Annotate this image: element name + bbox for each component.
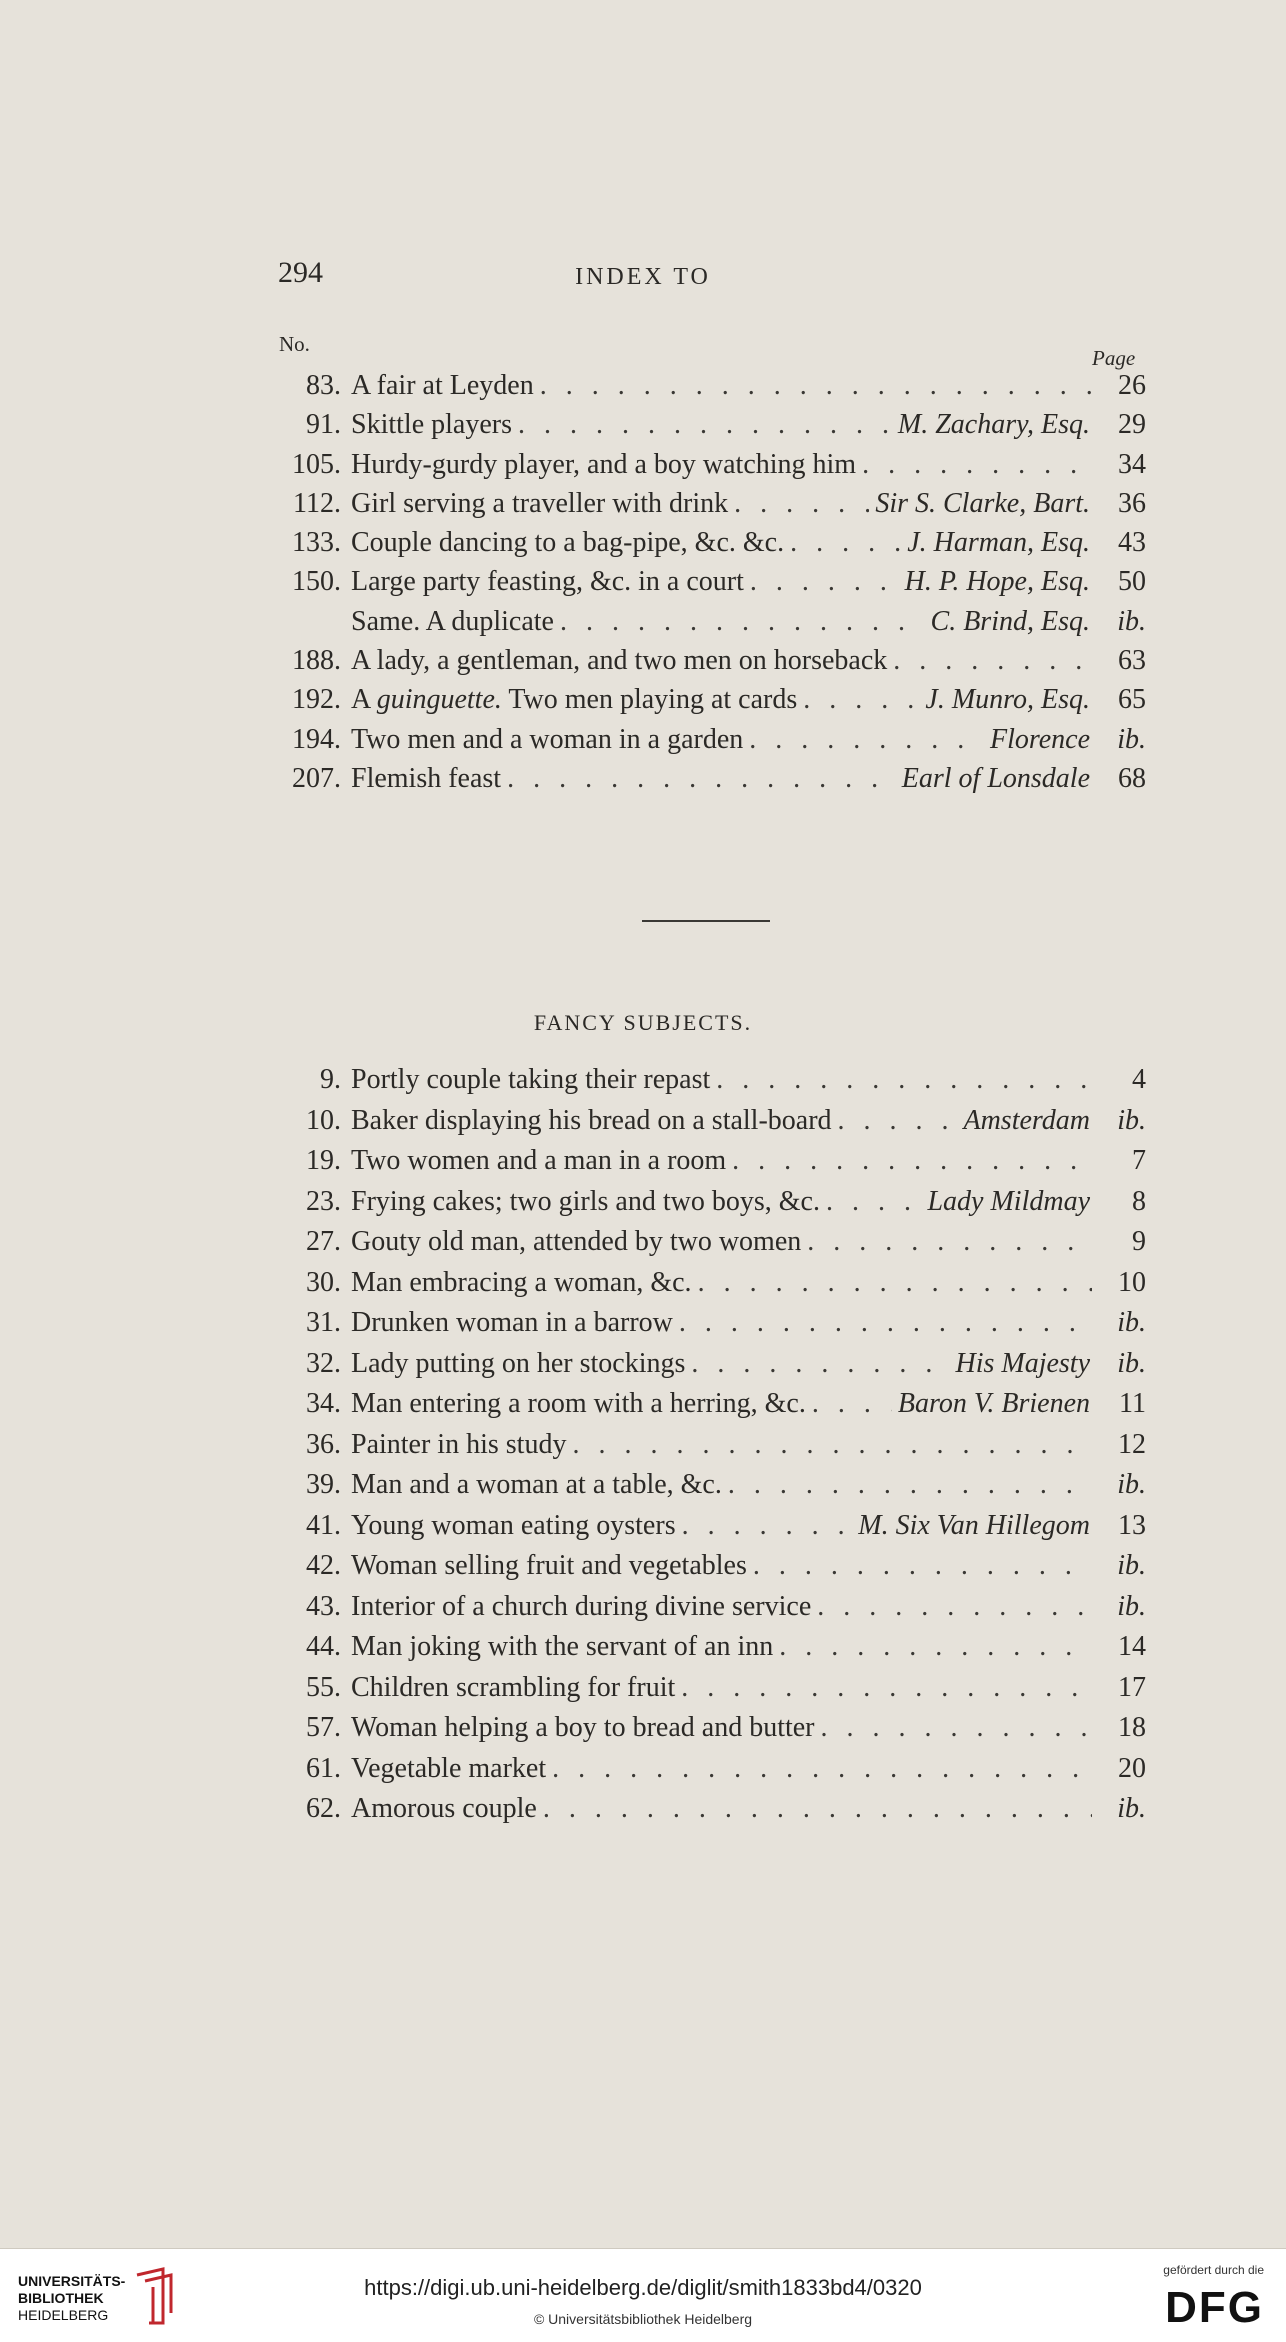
leader-dots (560, 602, 925, 641)
leader-dots (681, 1668, 1092, 1709)
entry-title: A fair at Leyden (351, 370, 534, 401)
entry-number: 207. (292, 762, 341, 794)
entry-number: 27. (306, 1226, 341, 1257)
entry-title: Two women and a man in a room (351, 1145, 727, 1176)
entry-page: ib. (1117, 1104, 1146, 1136)
entry-title-prefix: A (351, 684, 377, 716)
entry-title: Man entering a room with a herring, &c. (351, 1388, 806, 1419)
leader-dots (753, 1546, 1092, 1587)
entry-title: Two men and a woman in a garden (351, 723, 744, 755)
entry-owner: M. Six Van Hillegom (858, 1509, 1090, 1541)
entry-page: 34 (1118, 448, 1146, 480)
entry-title: Woman selling fruit and vegetables (351, 1550, 747, 1581)
entry-page: ib. (1117, 1793, 1146, 1824)
entry-page: 17 (1118, 1671, 1146, 1703)
leader-dots (750, 562, 899, 601)
entry-number: 23. (306, 1185, 341, 1217)
leader-dots (518, 405, 892, 444)
leader-dots (716, 1060, 1092, 1101)
leader-dots (779, 1627, 1092, 1668)
index-entry (276, 1222, 1146, 1263)
entry-page: 50 (1118, 566, 1146, 598)
entry-number: 10. (306, 1104, 341, 1136)
index-entry (276, 562, 1146, 601)
entry-number: 30. (306, 1266, 341, 1298)
entry-title: Flemish feast (351, 762, 502, 794)
index-entry (276, 405, 1146, 444)
footer-bar (0, 2248, 1286, 2342)
index-entry (276, 641, 1146, 680)
index-entry (276, 1060, 1146, 1101)
entry-page: 7 (1132, 1145, 1146, 1176)
entry-number: 19. (306, 1145, 341, 1176)
entry-page: 63 (1118, 645, 1146, 677)
entry-page: 13 (1118, 1509, 1146, 1541)
leader-dots (807, 1222, 1092, 1263)
entry-owner: Baron V. Brienen (897, 1388, 1090, 1419)
entry-page: 36 (1118, 487, 1146, 519)
index-entry (276, 1425, 1146, 1466)
entry-title: Gouty old man, attended by two women (351, 1226, 802, 1257)
index-entry (276, 1141, 1146, 1182)
index-entry (276, 1789, 1146, 1830)
leader-dots (734, 484, 869, 523)
running-title: INDEX TO (575, 264, 711, 290)
entry-page: 68 (1118, 762, 1146, 794)
entry-title: A lady, a gentleman, and two men on horseback (351, 645, 888, 677)
page-header (0, 256, 1286, 296)
index-entry (276, 680, 1146, 719)
index-entry (276, 1627, 1146, 1668)
entry-page: ib. (1117, 1307, 1146, 1338)
entry-owner: His Majesty (955, 1347, 1090, 1379)
index-entry (276, 523, 1146, 562)
entry-number: 32. (306, 1347, 341, 1379)
leader-dots (749, 720, 984, 759)
leader-dots (817, 1587, 1092, 1628)
entry-number: 188. (292, 645, 341, 677)
entry-owner: Amsterdam (963, 1104, 1090, 1136)
leader-dots (893, 641, 1092, 680)
entry-page: 12 (1118, 1428, 1146, 1460)
entry-title: Large party feasting, &c. in a court (351, 566, 744, 598)
entry-page: 18 (1118, 1712, 1146, 1743)
column-header-page: Page (1092, 346, 1136, 370)
leader-dots (540, 366, 1092, 405)
leader-dots (691, 1344, 949, 1385)
entry-title: Couple dancing to a bag-pipe, &c. &c. (351, 527, 785, 559)
entry-owner: Lady Mildmay (927, 1185, 1090, 1217)
entry-title: Painter in his study (351, 1428, 567, 1460)
entry-number: 192. (292, 684, 341, 716)
entry-number: 62. (306, 1793, 341, 1824)
index-entry (276, 366, 1146, 405)
logo-line-1: UNIVERSITÄTS- (18, 2273, 126, 2289)
entry-number: 133. (292, 527, 341, 559)
entry-number: 9. (320, 1064, 341, 1095)
entry-number: 41. (306, 1509, 341, 1541)
index-entry (276, 1384, 1146, 1425)
index-entry (276, 1708, 1146, 1749)
entry-page: 65 (1118, 684, 1146, 716)
entry-number: 112. (293, 487, 341, 519)
entry-title: Woman helping a boy to bread and butter (351, 1712, 815, 1743)
logo-line-3: HEIDELBERG (18, 2307, 109, 2323)
entry-title: Skittle players (351, 409, 512, 441)
entry-page: ib. (1117, 723, 1146, 755)
entry-title: Same. A duplicate (351, 605, 554, 637)
entry-number: 57. (306, 1712, 341, 1743)
entry-owner: Sir S. Clarke, Bart. (875, 487, 1090, 519)
logo-line-2: BIBLIOTHEK (18, 2290, 104, 2306)
entry-number: 36. (306, 1428, 341, 1460)
index-entry (276, 1749, 1146, 1790)
leader-dots (790, 523, 901, 562)
entry-title: Frying cakes; two girls and two boys, &c. (351, 1185, 820, 1217)
entry-title: Drunken woman in a barrow (351, 1307, 673, 1338)
entry-title: Man embracing a woman, &c. (351, 1266, 692, 1298)
entry-title: Man and a woman at a table, &c. (351, 1469, 722, 1500)
leader-dots (679, 1303, 1092, 1344)
entry-number: 34. (306, 1388, 341, 1419)
entry-page: 14 (1118, 1631, 1146, 1662)
index-entry (276, 720, 1146, 759)
index-entry (276, 1344, 1146, 1385)
leader-dots (698, 1263, 1092, 1304)
entry-owner: Earl of Lonsdale (901, 762, 1090, 794)
entry-title: Lady putting on her stockings (351, 1347, 686, 1379)
entry-page: ib. (1117, 605, 1146, 637)
entry-page: 9 (1132, 1226, 1146, 1257)
leader-dots (728, 1465, 1092, 1506)
leader-dots (543, 1789, 1092, 1830)
entry-title: Man joking with the servant of an inn (351, 1631, 774, 1662)
index-entry (276, 1668, 1146, 1709)
index-entry (276, 1546, 1146, 1587)
entry-title: Portly couple taking their repast (351, 1064, 711, 1095)
entry-owner: C. Brind, Esq. (930, 605, 1090, 637)
entry-page: ib. (1117, 1347, 1146, 1379)
entry-owner: J. Munro, Esq. (925, 684, 1090, 716)
entry-owner: Florence (989, 723, 1090, 755)
index-entry (276, 759, 1146, 798)
entry-number: 55. (306, 1671, 341, 1703)
entry-number: 61. (306, 1752, 341, 1784)
entry-title: Baker displaying his bread on a stall-board (351, 1104, 832, 1136)
entry-owner: H. P. Hope, Esq. (904, 566, 1090, 598)
entry-page: 4 (1132, 1064, 1146, 1095)
entry-title: Interior of a church during divine service (351, 1590, 812, 1622)
entry-page: ib. (1117, 1550, 1146, 1581)
entry-number: 150. (292, 566, 341, 598)
entry-owner: M. Zachary, Esq. (897, 409, 1090, 441)
column-header-no: No. (279, 332, 310, 356)
entry-title: Children scrambling for fruit (351, 1671, 676, 1703)
index-entry (276, 1263, 1146, 1304)
entry-number: 39. (306, 1469, 341, 1500)
entry-title: Hurdy-gurdy player, and a boy watching him (351, 448, 857, 480)
leader-dots (507, 759, 896, 798)
index-entry (276, 602, 1146, 641)
entry-title-suffix: Two men playing at cards (501, 684, 798, 716)
entry-number: 194. (292, 723, 341, 755)
funding-label: gefördert durch die (1163, 2263, 1264, 2277)
copyright-text: © Universitätsbibliothek Heidelberg (533, 2311, 753, 2327)
leader-dots (732, 1141, 1092, 1182)
leader-dots (803, 680, 919, 719)
entry-title-italic: guinguette. (376, 684, 502, 716)
entry-number: 43. (306, 1590, 341, 1622)
index-list-section-1 (276, 366, 1146, 798)
section-divider (642, 920, 770, 922)
entry-page: 11 (1119, 1388, 1146, 1419)
entry-number: 83. (306, 370, 341, 401)
entry-number: 42. (306, 1550, 341, 1581)
entry-title (351, 680, 797, 719)
index-entry (276, 1465, 1146, 1506)
entry-page: ib. (1117, 1590, 1146, 1622)
entry-owner: J. Harman, Esq. (907, 527, 1090, 559)
document-url-link[interactable]: https://digi.ub.uni-heidelberg.de/diglit/smith1833bd4/0320 (364, 2275, 922, 2300)
index-entry (276, 1587, 1146, 1628)
entry-title: Vegetable market (351, 1752, 547, 1784)
index-entry (276, 484, 1146, 523)
index-entry (276, 1506, 1146, 1547)
leader-dots (572, 1425, 1092, 1466)
dfg-logo: DFG (1165, 2283, 1264, 2332)
leader-dots (838, 1101, 958, 1142)
leader-dots (812, 1384, 892, 1425)
leader-dots (552, 1749, 1092, 1790)
index-entry (276, 1303, 1146, 1344)
entry-page: 26 (1118, 370, 1146, 401)
section-title: FANCY SUBJECTS. (533, 1010, 753, 1035)
entry-title: Girl serving a traveller with drink (351, 487, 729, 519)
index-entry (276, 1182, 1146, 1223)
entry-number: 105. (292, 448, 341, 480)
index-entry (276, 445, 1146, 484)
leader-dots (682, 1506, 853, 1547)
entry-page: ib. (1117, 1469, 1146, 1500)
entry-number: 31. (306, 1307, 341, 1338)
entry-page: 20 (1118, 1752, 1146, 1784)
index-list-fancy-subjects (276, 1060, 1146, 1830)
entry-title: Amorous couple (351, 1793, 537, 1824)
leader-dots (826, 1182, 922, 1223)
page-number: 294 (278, 256, 323, 289)
entry-title: Young woman eating oysters (351, 1509, 676, 1541)
entry-number: 44. (306, 1631, 341, 1662)
entry-page: 10 (1118, 1266, 1146, 1298)
entry-page: 29 (1118, 409, 1146, 441)
leader-dots (862, 445, 1092, 484)
leader-dots (821, 1708, 1092, 1749)
entry-number: 91. (306, 409, 341, 441)
index-entry (276, 1101, 1146, 1142)
entry-page: 8 (1132, 1185, 1146, 1217)
entry-page: 43 (1118, 527, 1146, 559)
